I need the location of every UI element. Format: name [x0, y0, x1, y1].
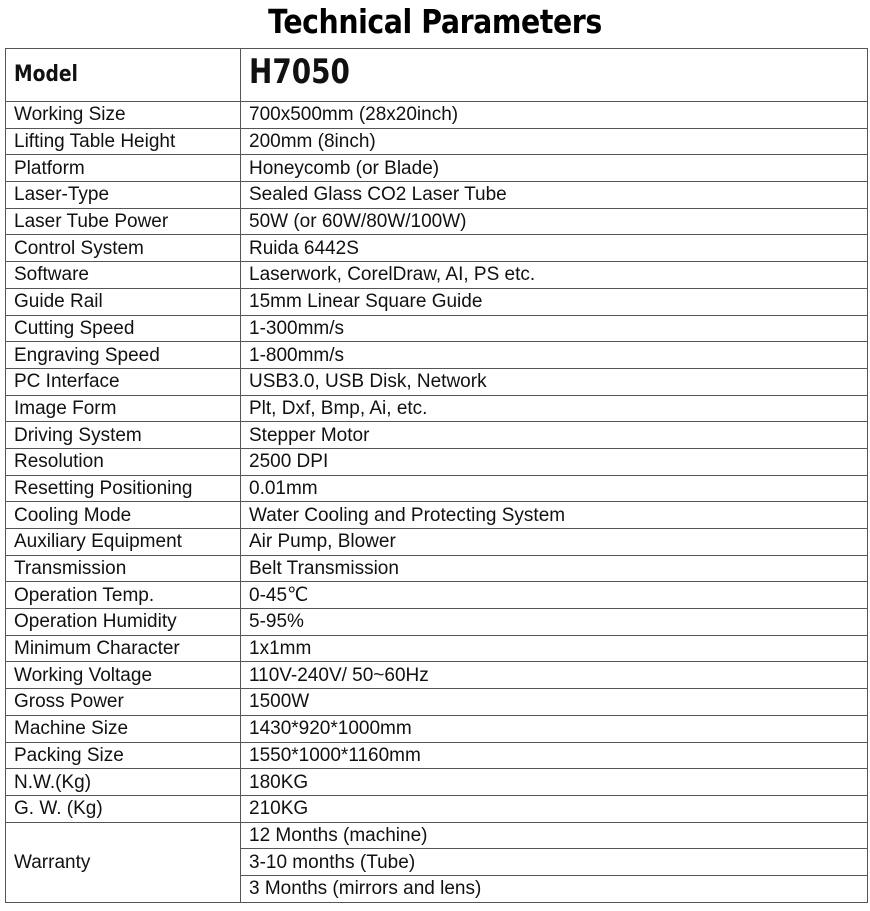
table-row [6, 609, 868, 636]
param-label: Cutting Speed [6, 315, 241, 342]
table-row [6, 368, 868, 395]
param-value: 1430*920*1000mm [241, 715, 868, 742]
table-row [6, 769, 868, 796]
table-row [6, 795, 868, 822]
param-value: Air Pump, Blower [241, 529, 868, 556]
table-row [6, 422, 868, 449]
param-label: Working Size [6, 102, 241, 129]
param-value: 15mm Linear Square Guide [241, 288, 868, 315]
model-value: H7050 [249, 52, 350, 92]
table-row [6, 395, 868, 422]
table-row [6, 475, 868, 502]
table-row [6, 128, 868, 155]
table-row [6, 555, 868, 582]
warranty-label: Warranty [6, 822, 241, 902]
table-row [6, 529, 868, 556]
param-value: 5-95% [241, 609, 868, 636]
param-value: 0-45℃ [241, 582, 868, 609]
param-value: 200mm (8inch) [241, 128, 868, 155]
table-row [6, 448, 868, 475]
warranty-value: 12 Months (machine) [241, 822, 868, 849]
param-value: 0.01mm [241, 475, 868, 502]
param-label: Control System [6, 235, 241, 262]
table-row [6, 315, 868, 342]
table-row [6, 262, 868, 289]
param-label: Operation Humidity [6, 609, 241, 636]
table-row [6, 208, 868, 235]
table-row [6, 288, 868, 315]
param-value: 1500W [241, 689, 868, 716]
param-value: Ruida 6442S [241, 235, 868, 262]
warranty-row [6, 822, 868, 849]
table-row [6, 235, 868, 262]
param-value: Water Cooling and Protecting System [241, 502, 868, 529]
param-value: Honeycomb (or Blade) [241, 155, 868, 182]
model-value-cell [241, 49, 868, 102]
param-label: Cooling Mode [6, 502, 241, 529]
param-value: Belt Transmission [241, 555, 868, 582]
param-label: PC Interface [6, 368, 241, 395]
param-label: Packing Size [6, 742, 241, 769]
param-value: 110V-240V/ 50~60Hz [241, 662, 868, 689]
param-label: Laser-Type [6, 182, 241, 209]
warranty-value: 3 Months (mirrors and lens) [241, 875, 868, 902]
param-label: Lifting Table Height [6, 128, 241, 155]
model-label-cell [6, 49, 241, 102]
param-value: 2500 DPI [241, 448, 868, 475]
param-value: Sealed Glass CO2 Laser Tube [241, 182, 868, 209]
spec-table-body [6, 49, 868, 903]
param-value: 180KG [241, 769, 868, 796]
table-row [6, 155, 868, 182]
param-label: Platform [6, 155, 241, 182]
param-label: Software [6, 262, 241, 289]
model-label: Model [14, 62, 78, 87]
table-row [6, 635, 868, 662]
param-label: Transmission [6, 555, 241, 582]
param-label: Auxiliary Equipment [6, 529, 241, 556]
param-value: Laserwork, CorelDraw, AI, PS etc. [241, 262, 868, 289]
param-label: Image Form [6, 395, 241, 422]
table-row [6, 342, 868, 369]
param-label: Working Voltage [6, 662, 241, 689]
table-row [6, 102, 868, 129]
param-value: USB3.0, USB Disk, Network [241, 368, 868, 395]
param-value: Stepper Motor [241, 422, 868, 449]
param-label: Driving System [6, 422, 241, 449]
param-label: Minimum Character [6, 635, 241, 662]
param-label: Laser Tube Power [6, 208, 241, 235]
table-row [6, 689, 868, 716]
table-row [6, 742, 868, 769]
param-value: 1550*1000*1160mm [241, 742, 868, 769]
param-label: Operation Temp. [6, 582, 241, 609]
warranty-value: 3-10 months (Tube) [241, 849, 868, 876]
page-title: Technical Parameters [268, 2, 602, 41]
model-row [6, 49, 868, 102]
param-label: N.W.(Kg) [6, 769, 241, 796]
param-value: 1x1mm [241, 635, 868, 662]
param-label: Engraving Speed [6, 342, 241, 369]
table-row [6, 662, 868, 689]
table-row [6, 582, 868, 609]
table-row [6, 182, 868, 209]
param-value: 1-800mm/s [241, 342, 868, 369]
table-row [6, 502, 868, 529]
param-label: G. W. (Kg) [6, 795, 241, 822]
table-row [6, 715, 868, 742]
param-label: Guide Rail [6, 288, 241, 315]
param-value: Plt, Dxf, Bmp, Ai, etc. [241, 395, 868, 422]
param-label: Resetting Positioning [6, 475, 241, 502]
param-label: Resolution [6, 448, 241, 475]
param-value: 210KG [241, 795, 868, 822]
param-label: Gross Power [6, 689, 241, 716]
spec-table [5, 48, 868, 903]
param-value: 700x500mm (28x20inch) [241, 102, 868, 129]
param-value: 1-300mm/s [241, 315, 868, 342]
param-label: Machine Size [6, 715, 241, 742]
param-value: 50W (or 60W/80W/100W) [241, 208, 868, 235]
